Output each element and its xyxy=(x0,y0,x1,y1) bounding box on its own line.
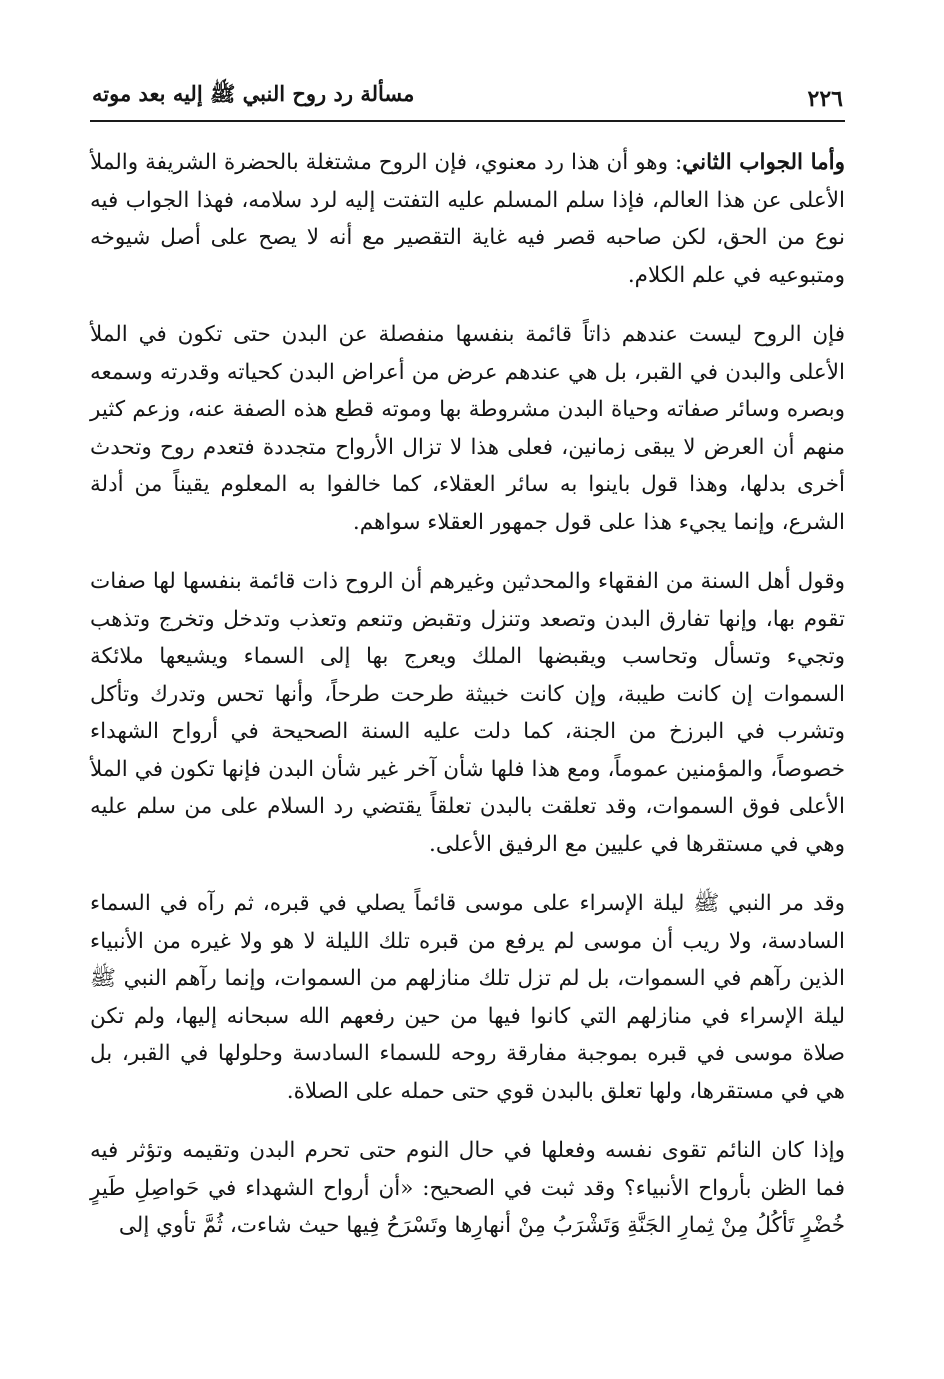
book-page xyxy=(90,80,845,1340)
page-header xyxy=(90,80,845,122)
paragraph-1 xyxy=(90,144,845,294)
running-title: مسألة رد روح النبي ﷺ إليه بعد موته xyxy=(92,81,415,106)
paragraph-2 xyxy=(90,316,845,541)
paragraph-text: : وهو أن هذا رد معنوي، فإن الروح مشتغلة بالحضرة الشريفة والملأ الأعلى عن هذا العالم، فإذا سلم المسلم عليه التفتت إليه لرد سلامه، فهذا الجواب فيه نوع من الحق، لكن صاحبه قصر فيه غاية التقصير مع أنه لا يصح على أصل شيوخه ومتبوعيه في علم الكلام. xyxy=(90,150,845,288)
paragraph-text: وإذا كان النائم تقوى نفسه وفعلها في حال النوم حتى تحرم البدن وتقيمه وتؤثر فيه فما الظن بأرواح الأنبياء؟ وقد ثبت في الصحيح: «أن أرواح الشهداء في حَواصِلِ طَيرٍ خُضْرٍ تَأكُلُ مِنْ ثِمارِ الجَنَّةِ وَتَشْرَبُ مِنْ أنهارِها وتَسْرَحُ فِيها حيث شاءت، ثُمَّ تأوي إلى xyxy=(90,1138,845,1238)
paragraph-5 xyxy=(90,1132,845,1245)
paragraph-3 xyxy=(90,563,845,863)
paragraph-text: وقول أهل السنة من الفقهاء والمحدثين وغيرهم أن الروح ذات قائمة بنفسها لها صفات تقوم بها، وإنها تفارق البدن وتصعد وتنزل وتقبض وتنعم وتعذب وتدخل وتخرج وتذهب وتجيء وتسأل وتحاسب ويقبضها الملك ويعرج بها إلى السماء ويشيعها ملائكة السموات إن كانت طيبة، وإن كانت خبيثة طرحت طرحاً، وأنها تحس وتدرك وتأكل وتشرب في البرزخ من الجنة، كما دلت عليه السنة الصحيحة في أرواح الشهداء خصوصاً، والمؤمنين عموماً، ومع هذا فلها شأن آخر غير شأن البدن فإنها تكون في الملأ الأعلى فوق السموات، وقد تعلقت بالبدن تعلقاً يقتضي رد السلام على من سلم عليه وهي في مستقرها في عليين مع الرفيق الأعلى. xyxy=(90,569,845,857)
paragraph-4 xyxy=(90,885,845,1110)
paragraph-lead: وأما الجواب الثاني xyxy=(682,150,845,175)
paragraph-text: وقد مر النبي ﷺ ليلة الإسراء على موسى قائماً يصلي في قبره، ثم رآه في السماء السادسة، ولا ريب أن موسى لم يرفع من قبره تلك الليلة لا هو ولا غيره من الأنبياء الذين رآهم في السموات، بل لم تزل تلك منازلهم من السموات، وإنما رآهم النبي ﷺ ليلة الإسراء في منازلهم التي كانوا فيها من حين رفعهم الله سبحانه إليها، ولم تكن صلاة موسى في قبره بموجبة مفارقة روحه للسماء السادسة وحلولها في القبر، بل هي في مستقرها، ولها تعلق بالبدن قوي حتى حمله على الصلاة. xyxy=(90,891,845,1104)
page-body xyxy=(90,144,845,1245)
page-number: ٢٢٦ xyxy=(807,86,843,112)
paragraph-text: فإن الروح ليست عندهم ذاتاً قائمة بنفسها منفصلة عن البدن حتى تكون في الملأ الأعلى والبدن في القبر، بل هي عندهم عرض من أعراض البدن كحياته وقدرته وسمعه وبصره وسائر صفاته وحياة البدن مشروطة بها وموته قطع هذه الصفة عنه، وزعم كثير منهم أن العرض لا يبقى زمانين، فعلى هذا لا تزال الأرواح متجددة فتعدم روح وتحدث أخرى بدلها، وهذا قول باينوا به سائر العقلاء، كما خالفوا به المعلوم يقيناً من أدلة الشرع، وإنما يجيء هذا على قول جمهور العقلاء سواهم. xyxy=(90,322,845,535)
